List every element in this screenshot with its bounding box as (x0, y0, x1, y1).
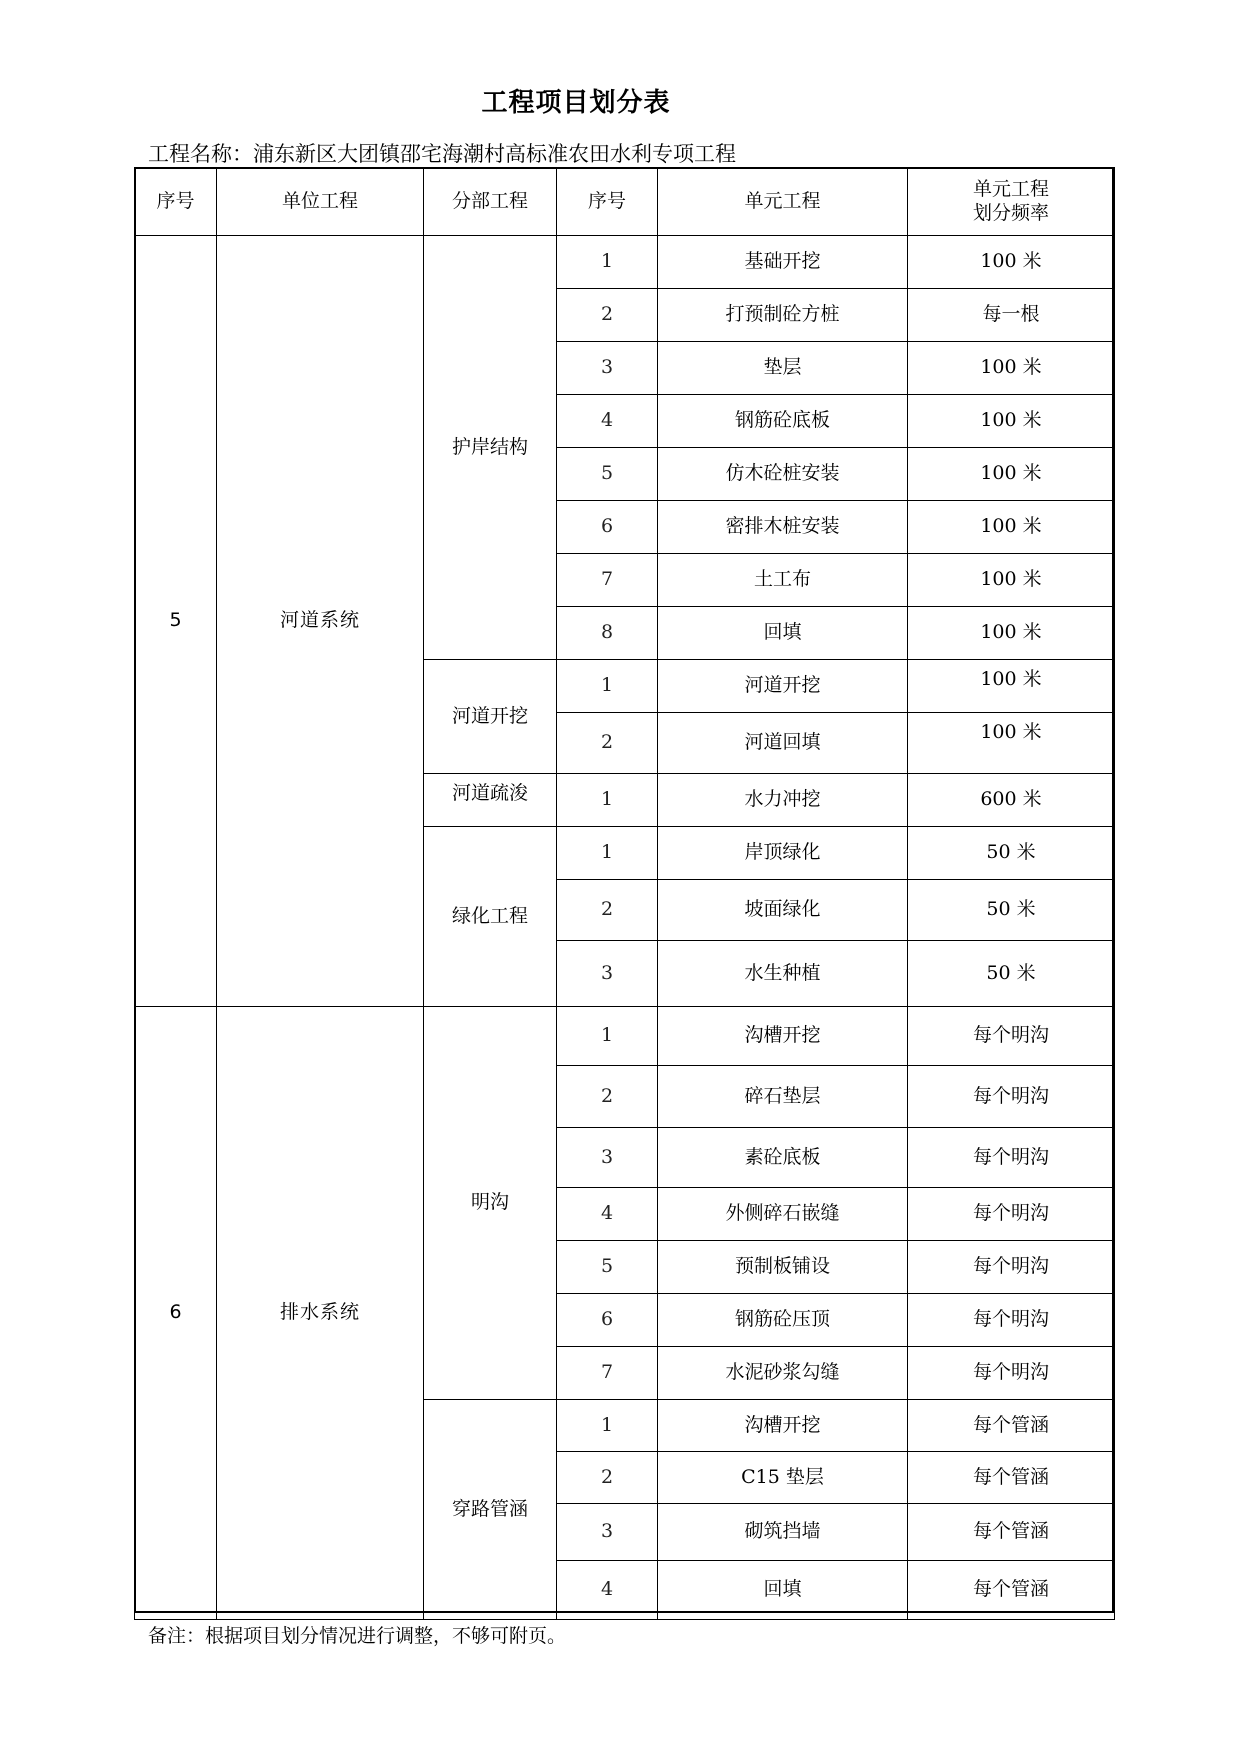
element-seq-cell: 6 (557, 1294, 658, 1347)
document-title: 工程项目划分表 (481, 88, 671, 118)
frequency-cell: 100 米 (908, 607, 1115, 660)
frequency-cell: 每个管涵 (908, 1400, 1115, 1452)
element-seq-cell: 6 (557, 501, 658, 554)
element-name-cell: 水力冲挖 (658, 774, 908, 827)
element-name-cell: 素砼底板 (658, 1128, 908, 1188)
frequency-cell: 每个管涵 (908, 1452, 1115, 1504)
element-seq-cell: 1 (557, 827, 658, 880)
element-seq-cell: 5 (557, 448, 658, 501)
unit-project-cell: 排水系统 (217, 1007, 424, 1620)
frequency-cell: 100 米 (908, 554, 1115, 607)
element-name-cell: 打预制砼方桩 (658, 289, 908, 342)
element-seq-cell: 2 (557, 289, 658, 342)
frequency-cell: 50 米 (908, 827, 1115, 880)
frequency-cell: 100 米 (908, 448, 1115, 501)
element-name-cell: 仿木砼桩安装 (658, 448, 908, 501)
unit-project-cell: 河道系统 (217, 236, 424, 1007)
table-header-row (135, 168, 1115, 236)
element-seq-cell: 4 (557, 395, 658, 448)
frequency-cell: 每个明沟 (908, 1294, 1115, 1347)
element-seq-cell: 7 (557, 1347, 658, 1400)
frequency-cell: 100 米 (908, 713, 1115, 774)
element-seq-cell: 1 (557, 774, 658, 827)
element-name-cell: C15 垫层 (658, 1452, 908, 1504)
element-name-cell: 岸顶绿化 (658, 827, 908, 880)
element-name-cell: 垫层 (658, 342, 908, 395)
element-name-cell: 回填 (658, 607, 908, 660)
frequency-cell: 每个明沟 (908, 1128, 1115, 1188)
element-seq-cell: 5 (557, 1241, 658, 1294)
element-seq-cell: 2 (557, 880, 658, 941)
element-seq-cell: 4 (557, 1561, 658, 1620)
element-name-cell: 钢筋砼压顶 (658, 1294, 908, 1347)
frequency-cell: 600 米 (908, 774, 1115, 827)
frequency-cell: 每个明沟 (908, 1188, 1115, 1241)
frequency-cell: 100 米 (908, 660, 1115, 713)
header-element-project: 单元工程 (658, 168, 908, 236)
frequency-cell: 每个明沟 (908, 1007, 1115, 1066)
element-seq-cell: 3 (557, 941, 658, 1007)
frequency-cell: 每个明沟 (908, 1066, 1115, 1128)
frequency-cell: 每一根 (908, 289, 1115, 342)
element-name-cell: 外侧碎石嵌缝 (658, 1188, 908, 1241)
header-seq2: 序号 (557, 168, 658, 236)
unit-seq-cell: 6 (135, 1007, 217, 1620)
sub-project-cell: 河道疏浚 (424, 774, 557, 827)
element-name-cell: 砌筑挡墙 (658, 1504, 908, 1561)
frequency-cell: 每个管涵 (908, 1504, 1115, 1561)
element-name-cell: 基础开挖 (658, 236, 908, 289)
sub-project-cell: 穿路管涵 (424, 1400, 557, 1620)
table-row (135, 1007, 1115, 1066)
frequency-cell: 100 米 (908, 395, 1115, 448)
table-row (135, 236, 1115, 289)
element-name-cell: 坡面绿化 (658, 880, 908, 941)
element-name-cell: 沟槽开挖 (658, 1400, 908, 1452)
frequency-cell: 每个管涵 (908, 1561, 1115, 1620)
element-seq-cell: 1 (557, 660, 658, 713)
element-name-cell: 土工布 (658, 554, 908, 607)
project-name: 工程名称：浦东新区大团镇邵宅海潮村高标准农田水利专项工程 (148, 142, 736, 166)
frequency-cell: 50 米 (908, 941, 1115, 1007)
element-name-cell: 预制板铺设 (658, 1241, 908, 1294)
frequency-cell: 50 米 (908, 880, 1115, 941)
division-table (134, 167, 1115, 1620)
frequency-cell: 100 米 (908, 501, 1115, 554)
element-name-cell: 沟槽开挖 (658, 1007, 908, 1066)
frequency-cell: 100 米 (908, 342, 1115, 395)
element-seq-cell: 8 (557, 607, 658, 660)
sub-project-cell: 明沟 (424, 1007, 557, 1400)
header-unit-project: 单位工程 (217, 168, 424, 236)
element-seq-cell: 3 (557, 1128, 658, 1188)
frequency-cell: 每个明沟 (908, 1241, 1115, 1294)
element-name-cell: 碎石垫层 (658, 1066, 908, 1128)
sub-project-cell: 河道开挖 (424, 660, 557, 774)
element-name-cell: 水泥砂浆勾缝 (658, 1347, 908, 1400)
header-frequency: 单元工程 划分频率 (908, 168, 1115, 236)
element-name-cell: 水生种植 (658, 941, 908, 1007)
element-name-cell: 河道回填 (658, 713, 908, 774)
element-seq-cell: 7 (557, 554, 658, 607)
element-seq-cell: 2 (557, 1452, 658, 1504)
sub-project-cell: 绿化工程 (424, 827, 557, 1007)
sub-project-cell: 护岸结构 (424, 236, 557, 660)
element-name-cell: 河道开挖 (658, 660, 908, 713)
element-seq-cell: 1 (557, 236, 658, 289)
element-seq-cell: 2 (557, 713, 658, 774)
element-seq-cell: 2 (557, 1066, 658, 1128)
element-seq-cell: 3 (557, 1504, 658, 1561)
element-seq-cell: 3 (557, 342, 658, 395)
element-seq-cell: 1 (557, 1400, 658, 1452)
element-seq-cell: 1 (557, 1007, 658, 1066)
header-sub-project: 分部工程 (424, 168, 557, 236)
frequency-cell: 每个明沟 (908, 1347, 1115, 1400)
unit-seq-cell: 5 (135, 236, 217, 1007)
element-seq-cell: 4 (557, 1188, 658, 1241)
header-seq: 序号 (135, 168, 217, 236)
remark-note: 备注：根据项目划分情况进行调整，不够可附页。 (148, 1625, 567, 1647)
element-name-cell: 密排木桩安装 (658, 501, 908, 554)
element-name-cell: 钢筋砼底板 (658, 395, 908, 448)
frequency-cell: 100 米 (908, 236, 1115, 289)
element-name-cell: 回填 (658, 1561, 908, 1620)
